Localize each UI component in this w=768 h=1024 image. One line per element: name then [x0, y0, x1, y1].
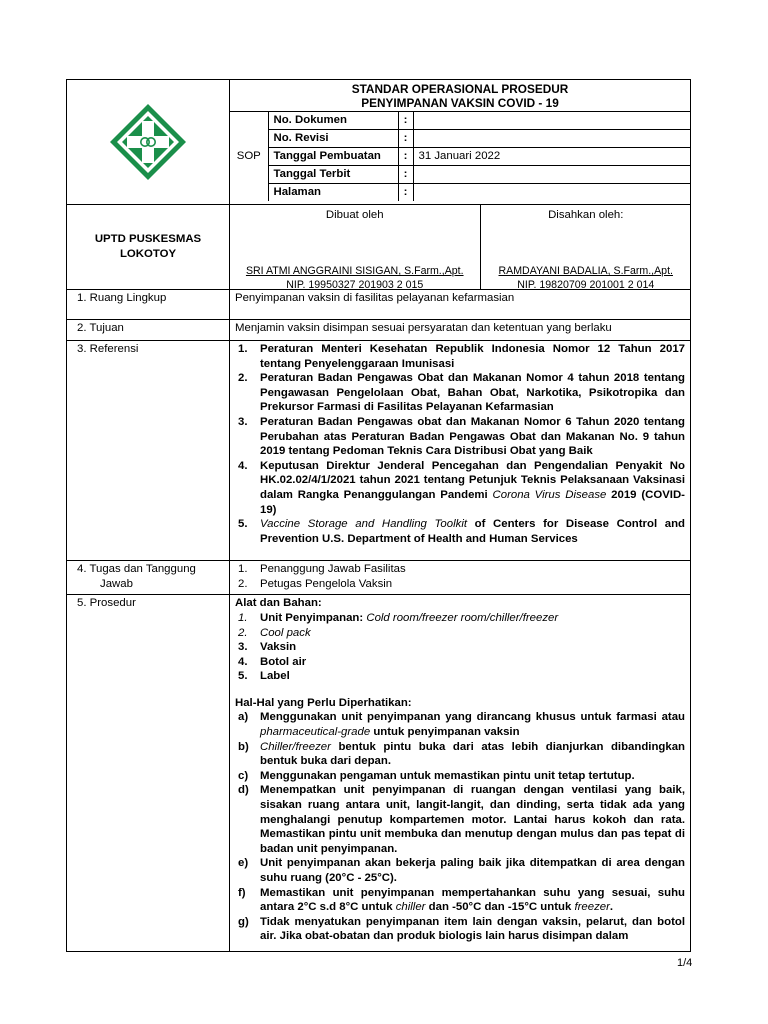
field-value: [413, 166, 691, 184]
approved-by-block: [480, 205, 691, 289]
field-label: Halaman: [268, 184, 398, 202]
maker-name: SRI ATMI ANGGRAINI SISIGAN, S.Farm.,Apt.: [245, 265, 464, 277]
tools-list: [235, 611, 685, 684]
tools-heading: Alat dan Bahan:: [235, 597, 322, 610]
document-title: STANDAR OPERASIONAL PROSEDUR PENYIMPANAN VAKSIN COVID - 19: [351, 82, 569, 110]
logo-cell: [67, 80, 230, 205]
list-item: 5. Label: [238, 670, 290, 683]
responsibility-list: [235, 562, 685, 591]
maker-nip: NIP. 19950327 201903 2 015: [286, 279, 424, 291]
section-prosedur: [67, 595, 691, 952]
signature-row: [67, 205, 691, 290]
list-item: 1. Peraturan Menteri Kesehatan Republik Indonesia Nomor 12 Tahun 2017 tentang Penyelenggaraan Imunisasi: [238, 343, 685, 370]
section-referensi: [67, 341, 691, 561]
list-item: 3. Peraturan Badan Pengawas obat dan Makanan Nomor 6 Tahun 2020 tentang Perubahan atas Peraturan Badan Pengawas Obat dan Makanan No. 9 tahun 2019 tentang Pedoman Teknis Cara Distribusi Obat yang Baik: [238, 415, 685, 458]
procedure-body: [235, 596, 685, 950]
field-value: [413, 112, 691, 130]
field-value: [413, 130, 691, 148]
list-item: e) Unit penyimpanan akan bekerja paling baik jika ditempatkan di area dengan suhu ruang (20°C - 25°C).: [238, 857, 685, 884]
field-value: [413, 184, 691, 202]
list-item: 1. Penanggung Jawab Fasilitas: [238, 563, 406, 576]
institution-name: UPTD PUSKESMAS LOKOTOY: [67, 205, 230, 290]
section-label: 3. Referensi: [67, 341, 230, 561]
field-label: Tanggal Terbit: [268, 166, 398, 184]
list-item: 3. Vaksin: [238, 641, 297, 654]
sop-label: SOP: [230, 112, 268, 202]
made-by-block: [230, 205, 480, 289]
section-label: 5. Prosedur: [67, 595, 230, 952]
list-item: g) Tidak menyatukan penyimpanan item lain dengan vaksin, pelarut, dan botol air. Jika obat-obatan dan produk biologis lain harus disimpan dalam: [238, 915, 685, 943]
page-number: 1/4: [677, 957, 693, 969]
list-item: 1. Unit Penyimpanan: Cold room/freezer room/chiller/freezer: [238, 611, 559, 624]
section-text: Menjamin vaksin disimpan sesuai persyaratan dan ketentuan yang berlaku: [230, 320, 691, 341]
list-item: f) Memastikan unit penyimpanan mempertahankan suhu yang sesuai, suhu antara 2°C s.d 8°C untuk chiller dan -50°C dan -15°C untuk freezer.: [238, 886, 685, 914]
document-fields: SOP No. Dokumen : No. Revisi : Tanggal Pembuatan : 31 Januari 2022 Tanggal Terbit : Halaman :: [230, 111, 691, 201]
list-item: 2. Cool pack: [238, 626, 311, 639]
puskesmas-logo-icon: [108, 102, 188, 182]
list-item: 4. Botol air: [238, 655, 307, 668]
header-row: [67, 80, 691, 205]
approver-nip: NIP. 19820709 201001 2 014: [517, 279, 655, 291]
field-label: No. Revisi: [268, 130, 398, 148]
list-item: d) Menempatkan unit penyimpanan di ruangan dengan ventilasi yang baik, sisakan ruang antara unit, langit-langit, dan dinding, serta tidak ada yang menghalangi penutup kompartemen motor. Lantai harus kokoh dan rata. Memastikan pintu unit membuka dan menutup dengan mulus dan pas tepat di badan unit penyimpanan.: [238, 784, 685, 855]
field-label: Tanggal Pembuatan: [268, 148, 398, 166]
section-tujuan: [67, 320, 691, 341]
notes-heading: Hal-Hal yang Perlu Diperhatikan:: [235, 696, 412, 709]
approver-name: RAMDAYANI BADALIA, S.Farm.,Apt.: [498, 265, 673, 277]
field-label: No. Dokumen: [268, 112, 398, 130]
section-label: 1. Ruang Lingkup: [67, 290, 230, 320]
list-item: c) Menggunakan pengaman untuk memastikan pintu unit tetap tertutup.: [238, 769, 635, 782]
section-ruang-lingkup: [67, 290, 691, 320]
header-info-cell: [230, 80, 691, 205]
section-text: Penyimpanan vaksin di fasilitas pelayanan kefarmasian: [230, 290, 691, 320]
field-value-tanggal-pembuatan: 31 Januari 2022: [413, 148, 691, 166]
section-label: 2. Tujuan: [67, 320, 230, 341]
sop-document: [66, 79, 690, 952]
list-item: 2. Petugas Pengelola Vaksin: [238, 577, 393, 590]
list-item: 5. Vaccine Storage and Handling Toolkit of Centers for Disease Control and Prevention U.S. Department of Health and Human Services: [238, 518, 685, 545]
section-tugas: [67, 561, 691, 595]
reference-list: [235, 342, 685, 546]
made-by-label: Dibuat oleh: [325, 209, 384, 221]
list-item: 4. Keputusan Direktur Jenderal Pencegahan dan Pengendalian Penyakit No HK.02.02/4/1/2021 tahun 2021 tentang Petunjuk Teknis Pelaksanaan Vaksinasi dalam Rangka Penanggulangan Pandemi Corona Virus Disease 2019 (COVID-19): [238, 459, 685, 516]
list-item: a) Menggunakan unit penyimpanan yang dirancang khusus untuk farmasi atau pharmaceutical-grade untuk penyimpanan vaksin: [238, 711, 685, 739]
list-item: b) Chiller/freezer bentuk pintu buka dari atas lebih dianjurkan dibandingkan bentuk buka dari depan.: [238, 740, 685, 768]
notes-list: [235, 710, 685, 944]
list-item: 2. Peraturan Badan Pengawas Obat dan Makanan Nomor 4 tahun 2018 tentang Pengawasan Pengelolaan Obat, Bahan Obat, Narkotika, Psikotropika dan Prekursor Farmasi di Fasilitas Pelayanan Kefarmasian: [238, 372, 685, 414]
section-label: 4. Tugas dan Tanggung Jawab: [67, 561, 230, 595]
sop-table: [66, 79, 691, 952]
approved-by-label: Disahkan oleh:: [548, 209, 624, 221]
